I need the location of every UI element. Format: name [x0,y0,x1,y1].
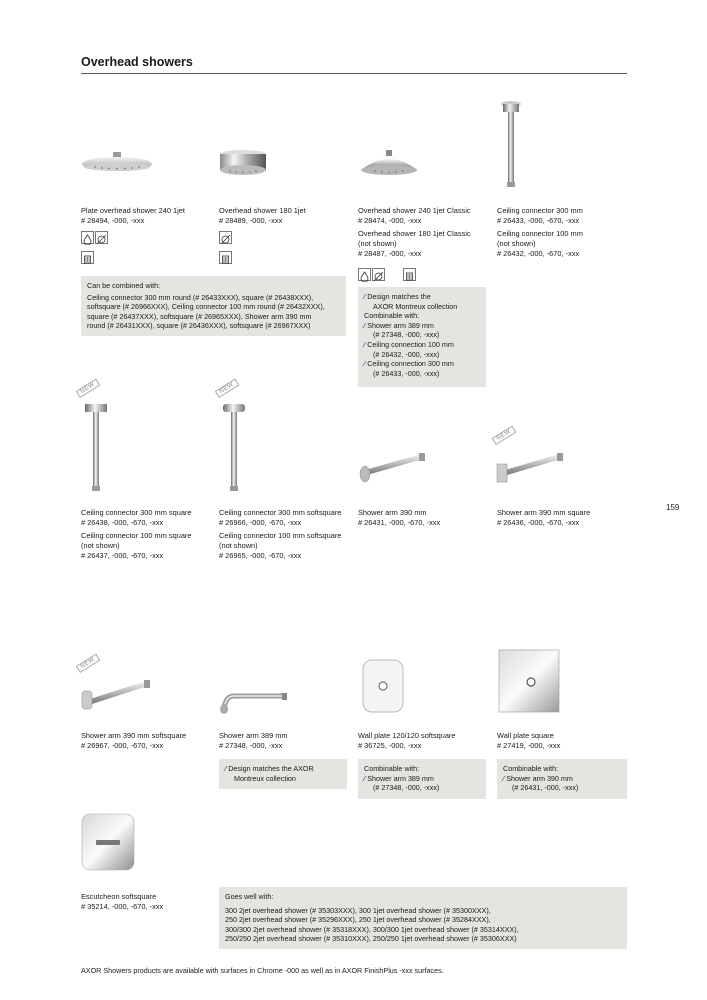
product-name: Ceiling connector 300 mm softsquare [219,508,342,517]
box-line: (# 27348, -000, -xxx) [373,783,440,793]
product-codes: # 28489, -000, -xxx [219,216,283,225]
spray-mode-icon [81,251,94,264]
easy-clean-icon [219,231,232,244]
product-name: Plate overhead shower 240 1jet [81,206,185,215]
box-line: ⁄ Shower arm 390 mm [503,773,573,783]
product-name: Ceiling connector 300 mm square [81,508,192,517]
ceiling-connector-300-image [497,100,525,190]
box-line: 250/250 2jet overhead shower (# 35310XXX), 250/250 1jet overhead shower (# 35306XXX) [225,934,517,944]
product-codes: # 36725, -000, -xxx [358,741,422,750]
feature-icons [81,231,109,249]
alt-product-note: (not shown) [81,541,120,550]
alt-product-name: Ceiling connector 100 mm square [81,531,192,540]
product-codes: # 26967, -000, -670, -xxx [81,741,164,750]
product-name: Overhead shower 240 1jet Classic [358,206,471,215]
wall-plate-softsquare-image [361,658,405,714]
box-heading: Goes well with: [225,892,274,901]
box-line: (# 26433, -000, -xxx) [373,368,440,378]
filter-icons [81,251,95,269]
product-name: Shower arm 390 mm softsquare [81,731,187,740]
alt-product-codes: # 26432, -000, -670, -xxx [497,249,580,258]
box-line: ⁄ Shower arm 389 mm [364,773,434,783]
combinable-box [497,759,627,799]
product-caption [219,731,288,751]
ceiling-connector-softsquare-image [220,402,250,494]
alt-product-codes: # 26965, -000, -670, -xxx [219,551,302,560]
product-caption [497,731,560,751]
product-codes: # 26438, -000, -670, -xxx [81,518,164,527]
overhead-shower-180-image [218,148,268,180]
water-drop-icon [81,231,94,244]
box-line: Combinable with: [364,311,420,321]
box-heading: Combinable with: [503,764,559,773]
product-caption [81,731,186,751]
plate-overhead-shower-image [80,150,154,178]
product-name: Shower arm 390 mm square [497,508,591,517]
combinable-box [81,276,346,336]
alt-product-codes: # 26437, -000, -670, -xxx [81,551,164,560]
box-line: (# 27348, -000, -xxx) [373,330,440,340]
product-codes: # 26966, -000, -670, -xxx [219,518,302,527]
product-codes: # 27348, -000, -xxx [219,741,283,750]
shower-arm-389-image [218,686,290,716]
box-line: Ceiling connector 300 mm round (# 26433XXX), square (# 26438XXX), [87,292,314,302]
box-line: Montreux collection [234,773,296,783]
feature-icons [219,231,233,249]
box-line: ⁄ Shower arm 389 mm [364,320,434,330]
product-name: Overhead shower 180 1jet [219,206,306,215]
product-codes: # 28494, -000, -xxx [81,216,145,225]
box-line: round (# 26431XXX), square (# 26436XXX), softsquare (# 26967XXX) [87,321,311,331]
box-line: softsquare (# 26966XXX), Ceiling connector 100 mm round (# 26432XXX), [87,302,325,312]
product-caption [497,508,590,528]
box-line: (# 26432, -000, -xxx) [373,349,440,359]
box-heading: Can be combined with: [87,281,161,290]
feature-icons [358,268,417,286]
product-name: Shower arm 390 mm [358,508,427,517]
product-codes: # 35214, -000, -670, -xxx [81,902,164,911]
page-title: Overhead showers [81,55,193,69]
alt-product-name: Ceiling connector 100 mm softsquare [219,531,342,540]
alt-product-note: (not shown) [219,541,258,550]
easy-clean-icon [95,231,108,244]
product-caption [358,206,471,259]
classic-info-box [358,287,486,387]
product-caption [497,206,583,259]
combinable-box [358,759,486,799]
product-codes: # 28474, -000, -xxx [358,216,422,225]
goes-well-with-box [219,887,627,949]
box-line: ⁄ Design matches the [364,292,431,301]
alt-product-note: (not shown) [497,239,536,248]
product-caption [81,508,192,561]
alt-product-name: Overhead shower 180 1jet Classic [358,229,471,238]
ceiling-connector-square-image [82,402,112,494]
new-tag: NEW [76,654,100,673]
product-name: Escutcheon softsquare [81,892,157,901]
box-heading: Combinable with: [364,764,420,773]
footer-note: AXOR Showers products are available with surfaces in Chrome -000 as well as in AXOR FinishPlus -xxx surfaces. [81,966,444,975]
new-tag: NEW [76,379,100,398]
alt-product-name: Ceiling connector 100 mm [497,229,583,238]
product-name: Ceiling connector 300 mm [497,206,583,215]
spray-mode-icon [403,268,416,281]
product-name: Shower arm 389 mm [219,731,288,740]
product-caption [81,206,185,226]
new-tag: NEW [215,379,239,398]
box-line: 300 2jet overhead shower (# 35303XXX), 300 1jet overhead shower (# 35300XXX), [225,905,491,915]
product-caption [81,892,163,912]
alt-product-note: (not shown) [358,239,397,248]
product-caption [358,731,456,751]
product-caption [358,508,440,528]
page-number: 159 [666,503,680,512]
product-codes: # 26436, -000, -670, -xxx [497,518,580,527]
new-tag: NEW [492,426,516,445]
product-codes: # 26431, -000, -670, -xxx [358,518,441,527]
box-line: ⁄ Design matches the AXOR [225,764,314,773]
box-line: (# 26431, -000, -xxx) [512,783,579,793]
overhead-shower-classic-image [357,148,421,178]
design-note-box [219,759,347,789]
box-line: ⁄ Ceiling connection 100 mm [364,339,454,349]
shower-arm-390-image [357,450,429,490]
product-codes: # 26433, -000, -670, -xxx [497,216,580,225]
easy-clean-icon [372,268,385,281]
box-line: 250 2jet overhead shower (# 35296XXX), 250 1jet overhead shower (# 35284XXX), [225,915,491,925]
product-caption [219,508,341,561]
escutcheon-softsquare-image [80,812,136,872]
shower-arm-softsquare-image [80,675,154,719]
water-drop-icon [358,268,371,281]
product-name: Wall plate 120/120 softsquare [358,731,456,740]
box-line: AXOR Montreux collection [373,301,458,311]
wall-plate-square-image [498,649,560,713]
product-codes: # 27419, -000, -xxx [497,741,561,750]
box-line: square (# 26437XXX), softsquare (# 26965XXX), Shower arm 390 mm [87,311,312,321]
filter-icons [219,251,233,269]
spray-mode-icon [219,251,232,264]
box-line: ⁄ Ceiling connection 300 mm [364,359,454,369]
product-name: Wall plate square [497,731,554,740]
product-caption [219,206,306,226]
alt-product-codes: # 28487, -000, -xxx [358,249,422,258]
shower-arm-390-square-image [495,450,567,496]
box-line: 300/300 2jet overhead shower (# 35318XXX), 300/300 1jet overhead shower (# 35314XXX), [225,924,519,934]
title-rule [81,73,627,74]
